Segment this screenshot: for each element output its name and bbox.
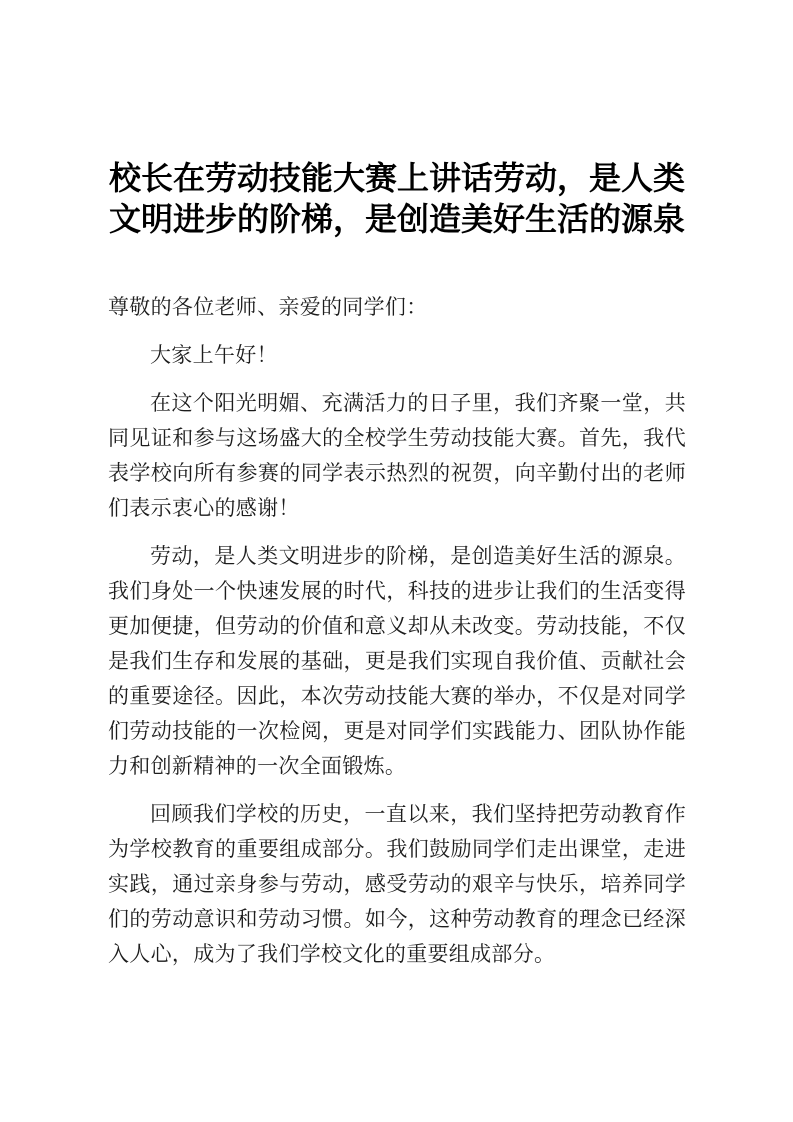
document-title-line-2: 文明进步的阶梯，是创造美好生活的源泉 [108,201,685,237]
document-title [108,158,686,240]
greeting-line: 大家上午好！ [150,343,278,367]
document-body [108,290,686,972]
paragraph-school-history: 回顾我们学校的历史，一直以来，我们坚持把劳动教育作为学校教育的重要组成部分。我们鼓励同学们走出课堂，走进实践，通过亲身参与劳动，感受劳动的艰辛与快乐，培养同学们的劳动意识和劳动习惯。如今，这种劳动教育的理念已经深入人心，成为了我们学校文化的重要组成部分。 [108,802,686,966]
document-title-line-1: 校长在劳动技能大赛上讲话劳动，是人类 [108,160,685,196]
salutation-line: 尊敬的各位老师、亲爱的同学们： [108,295,428,319]
paragraph-opening: 在这个阳光明媚、充满活力的日子里，我们齐聚一堂，共同见证和参与这场盛大的全校学生劳动技能大赛。首先，我代表学校向所有参赛的同学表示热烈的祝贺，向辛勤付出的老师们表示衷心的感谢！ [108,391,686,520]
paragraph-labor-value: 劳动，是人类文明进步的阶梯，是创造美好生活的源泉。我们身处一个快速发展的时代，科技的进步让我们的生活变得更加便捷，但劳动的价值和意义却从未改变。劳动技能，不仅是我们生存和发展的基础，更是我们实现自我价值、贡献社会的重要途径。因此，本次劳动技能大赛的举办，不仅是对同学们劳动技能的一次检阅，更是对同学们实践能力、团队协作能力和创新精神的一次全面锻炼。 [108,544,686,778]
